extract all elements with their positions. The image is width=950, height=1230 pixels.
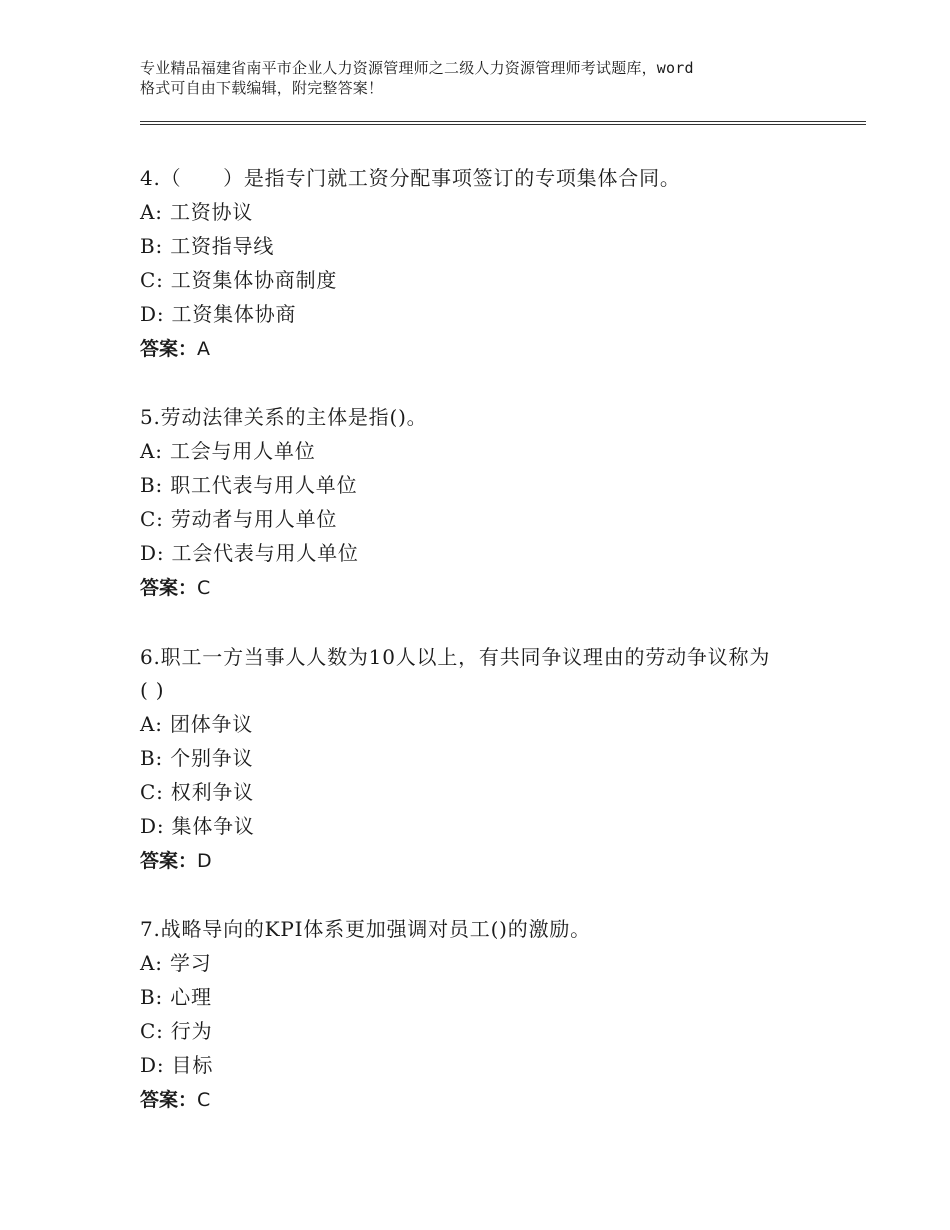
question-7-option-d: D: 目标 [140,1053,214,1077]
header-line-2: 格式可自由下载编辑，附完整答案！ [140,79,384,97]
question-7-title: 7.战略导向的KPI体系更加强调对员工()的激励。 [140,917,591,941]
question-6-option-b: B: 个别争议 [140,746,254,770]
question-4-answer [140,336,210,362]
answer-label: 答案： [140,850,198,872]
question-5-option-b: B: 职工代表与用人单位 [140,473,358,497]
question-5-answer [140,575,210,601]
question-6-title: 6.职工一方当事人人数为10人以上，有共同争议理由的劳动争议称为 [140,645,771,669]
answer-value: C [197,1089,211,1111]
answer-label: 答案： [140,338,198,360]
question-5-title: 5.劳动法律关系的主体是指()。 [140,405,428,429]
question-4-option-d: D: 工资集体协商 [140,302,297,326]
question-5-option-c: C: 劳动者与用人单位 [140,507,338,531]
question-4-title: 4.（ ）是指专门就工资分配事项签订的专项集体合同。 [140,166,681,190]
answer-label: 答案： [140,577,198,599]
question-4-option-b: B: 工资指导线 [140,234,275,258]
header-line-1: 专业精品福建省南平市企业人力资源管理师之二级人力资源管理师考试题库，word [140,59,694,77]
question-5-option-d: D: 工会代表与用人单位 [140,541,359,565]
answer-value: C [197,577,211,599]
question-7-answer [140,1087,210,1113]
question-7-option-b: B: 心理 [140,985,212,1009]
question-4-option-c: C: 工资集体协商制度 [140,268,338,292]
answer-value: A [197,338,211,360]
document-header [140,58,840,98]
question-4-option-a: A: 工资协议 [140,200,254,224]
question-6-answer [140,848,212,874]
answer-label: 答案： [140,1089,198,1111]
question-7-option-a: A: 学习 [140,951,212,975]
question-6-option-c: C: 权利争议 [140,780,254,804]
question-6-title-continued: ( ) [140,678,165,702]
answer-value: D [197,850,212,872]
header-divider-bottom [140,124,866,125]
question-6-option-d: D: 集体争议 [140,814,255,838]
question-5-option-a: A: 工会与用人单位 [140,439,316,463]
question-7-option-c: C: 行为 [140,1019,213,1043]
question-6-option-a: A: 团体争议 [140,712,254,736]
header-divider-top [140,121,866,122]
